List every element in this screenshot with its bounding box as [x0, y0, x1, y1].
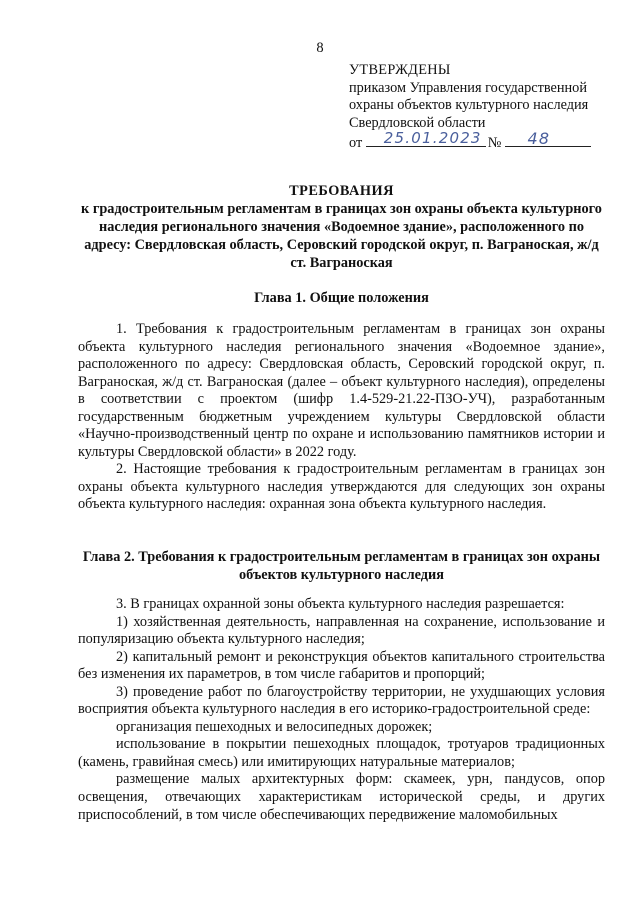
sub-item: использование в покрытии пешеходных площадок, тротуаров традиционных (камень, гравийная смесь) или имитирующих натуральные материалов; [78, 736, 605, 770]
approval-date-number-line [349, 128, 619, 153]
handwritten-date: 25.01.2023 [383, 128, 482, 147]
list-item: 2) капитальный ремонт и реконструкция объектов капитального строительства без изменения их параметров, в том числе габаритов и пропорций; [78, 648, 605, 683]
document-title [78, 182, 605, 272]
paragraph: 3. В границах охранной зоны объекта культурного наследия разрешается: [116, 596, 565, 612]
paragraph: 2. Настоящие требования к градостроительным регламентам в границах зон охраны объекта культурного наследия утверждаются для следующих зон охраны объекта культурного наследия: охранная зона объекта культурного наследия. [78, 461, 605, 513]
approval-line: Свердловской области [349, 114, 486, 131]
number-blank [505, 128, 591, 148]
chapter1-heading: Глава 1. Общие положения [254, 290, 429, 306]
chapter2-content [78, 596, 605, 824]
title-heading: ТРЕБОВАНИЯ [289, 183, 394, 199]
chapter1-content [78, 321, 605, 514]
page-number: 8 [316, 40, 324, 56]
approval-line: приказом Управления государственной [349, 79, 587, 96]
approval-block [349, 62, 619, 153]
number-sign: № [487, 135, 502, 152]
handwritten-number: 48 [527, 128, 551, 148]
list-item: 1) хозяйственная деятельность, направленная на сохранение, использование и популяризацию объекта культурного наследия; [78, 613, 605, 648]
approval-line: охраны объектов культурного наследия [349, 97, 589, 114]
sub-item: размещение малых архитектурных форм: скамеек, урн, пандусов, опор освещения, отвечающих характеристикам исторической среды, и других приспособлений, в том числе обеспечивающих передвижение маломобильных [78, 771, 605, 823]
chapter2-heading: Глава 2. Требования к градостроительным регламентам в границах зон охраны объектов культурного наследия [82, 549, 601, 583]
title-subtitle: к градостроительным регламентам в границах зон охраны объекта культурного наследия регионального значения «Водоемное здание», расположенного по адресу: Свердловская область, Серовский городской округ, п. Ваграноская, ж/д ст. Ваграноская [81, 201, 602, 271]
approval-label: УТВЕРЖДЕНЫ [349, 62, 451, 78]
date-blank [366, 128, 486, 147]
list-item: 3) проведение работ по благоустройству территории, не ухудшающих условия восприятия объекта культурного наследия в его историко-градостроительной среде: [78, 683, 605, 718]
from-label: от [349, 135, 363, 152]
sub-item: организация пешеходных и велосипедных дорожек; [116, 718, 433, 735]
paragraph: 1. Требования к градостроительным регламентам в границах зон охраны объекта культурного наследия регионального значения «Водоемное здание», расположенного по адресу: Свердловская область, Серовский городской округ, п. Ваграноская, ж/д ст. Ваграноская (далее – объект культурного наследия), определены в соответствии с проектом (шифр 1.4-529-21.22-ПЗО-УЧ), разработанным государственным бюджетным учреждением культуры Свердловской области «Научно-производственный центр по охране и использованию памятников истории и культуры Свердловской области» в 2022 году. [78, 321, 605, 460]
